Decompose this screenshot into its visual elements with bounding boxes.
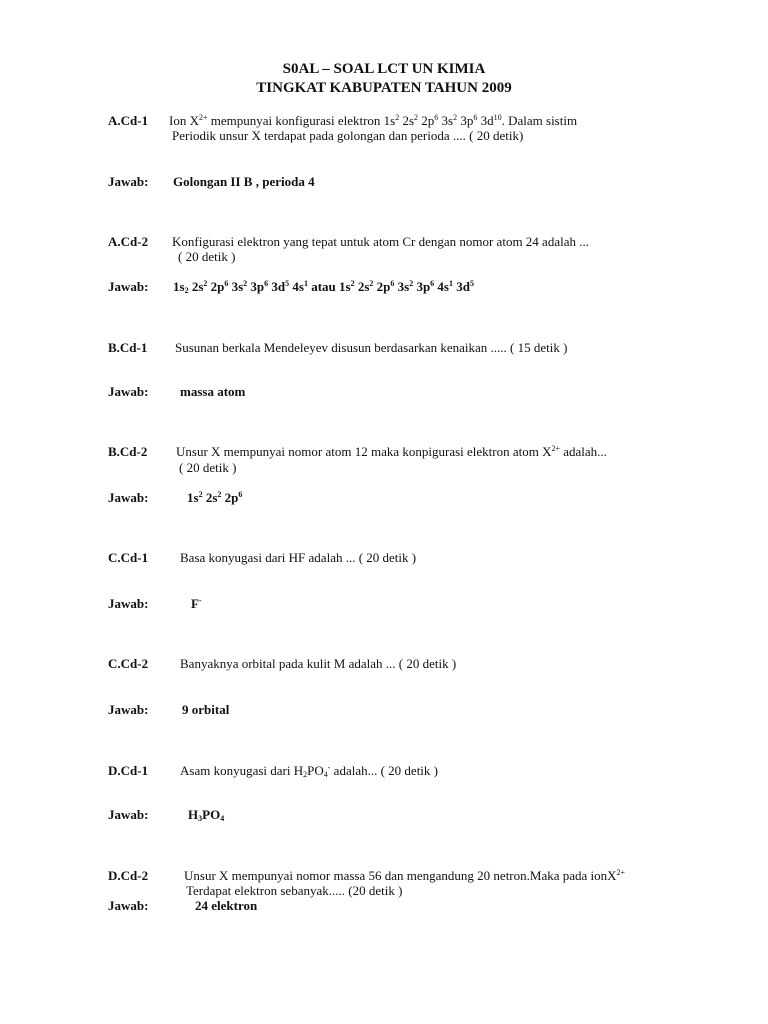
answer-label: Jawab: <box>108 384 149 399</box>
answer-label: Jawab: <box>108 490 149 505</box>
question-id: C.Cd-1 <box>108 550 149 565</box>
question-text: Basa konyugasi dari HF adalah ... ( 20 detik ) <box>180 550 417 565</box>
question-text: Terdapat elektron sebanyak..... (20 detik ) <box>186 883 403 898</box>
answer-text: $1s^2$ $2s^2$ $2p^6$ <box>187 490 243 505</box>
question-id: A.Cd-2 <box>108 234 149 249</box>
question-text: ( 20 detik ) <box>179 460 237 475</box>
question-text: Susunan berkala Mendeleyev disusun berdasarkan kenaikan ..... ( 15 detik ) <box>175 340 568 355</box>
answer-label: Jawab: <box>108 174 149 189</box>
question-id: D.Cd-1 <box>108 763 149 778</box>
question-text: Unsur X mempunyai nomor atom 12 maka konpigurasi elektron atom $X^{2+}$ adalah... <box>176 444 607 459</box>
question-text: Periodik unsur X terdapat pada golongan dan perioda .... ( 20 detik) <box>172 128 524 143</box>
question-text: Banyaknya orbital pada kulit M adalah ... ( 20 detik ) <box>180 656 457 671</box>
answer-text: $1s_2$ $2s^2$ $2p^6$ $3s^2$ $3p^6$ $3d^5$ $4s^1$ atau $1s^2$ $2s^2$ $2p^6$ $3s^2$ $3p^6$ $4s^1$ $3d^5$ <box>173 279 474 295</box>
answer-label: Jawab: <box>108 702 149 717</box>
question-text: Asam konyugasi dari $H_2PO_4^-$ adalah... ( 20 detik ) <box>180 763 438 779</box>
question-text: ( 20 detik ) <box>178 249 236 264</box>
answer-label: Jawab: <box>108 807 149 822</box>
document-subtitle: TINGKAT KABUPATEN TAHUN 2009 <box>256 80 512 96</box>
question-text: Konfigurasi elektron yang tepat untuk atom Cr dengan nomor atom 24 adalah ... <box>172 234 589 249</box>
answer-text: massa atom <box>180 384 246 399</box>
answer-text: F- <box>191 596 202 611</box>
question-id: C.Cd-2 <box>108 656 149 671</box>
question-id: A.Cd-1 <box>108 113 149 128</box>
answer-label: Jawab: <box>108 279 149 294</box>
answer-text: 9 orbital <box>182 702 230 717</box>
document-title: S0AL – SOAL LCT UN KIMIA <box>282 61 486 77</box>
question-id: D.Cd-2 <box>108 868 149 883</box>
answer-text: 24 elektron <box>195 898 258 913</box>
question-text: Ion $X^{2+}$ mempunyai konfigurasi elektron $1s^2$ $2s^2$ $2p^6$ $3s^2$ $3p^6$ $3d^{10}$. Dalam sistim <box>169 113 578 128</box>
answer-text: $H_3PO_4$ <box>188 807 225 823</box>
answer-label: Jawab: <box>108 596 149 611</box>
question-id: B.Cd-1 <box>108 340 148 355</box>
answer-text: Golongan II B , perioda 4 <box>173 174 315 189</box>
answer-label: Jawab: <box>108 898 149 913</box>
question-id: B.Cd-2 <box>108 444 148 459</box>
question-text: Unsur X mempunyai nomor massa 56 dan mengandung 20 netron.Maka pada ionX$^{2+}$ <box>184 868 626 883</box>
